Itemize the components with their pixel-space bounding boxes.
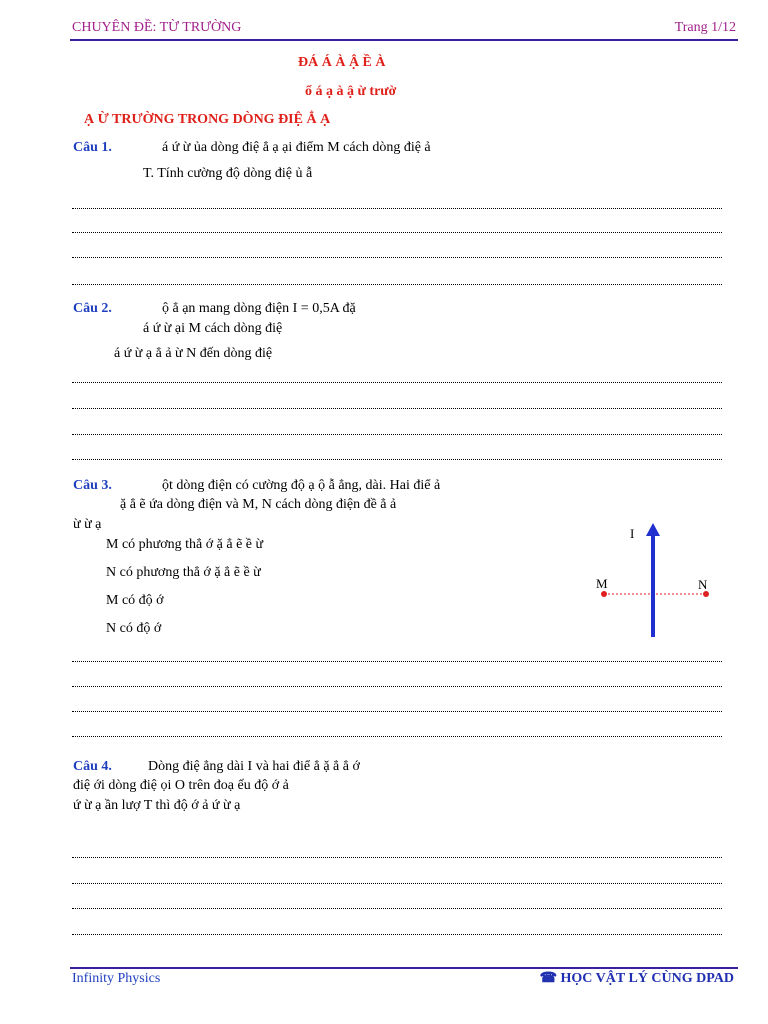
answer-line [72,736,722,737]
title-line-1: ĐÁ Á À Ậ Ề À [298,55,386,70]
question-3-text-line-2: ặ ẳ ẽ ứa dòng điện và M, N cách dòng điện đề ẳ ả [120,497,397,512]
footer-rule [70,967,738,969]
answer-line [72,711,722,712]
question-4-label: Câu 4. [73,759,112,774]
current-label: I [630,526,635,541]
section-title: Ạ Ừ TRƯỜNG TRONG DÒNG ĐIỆ Ẳ Ạ [84,112,331,127]
question-3-item-1: M có phương thẳ ớ ặ ẳ ẽ ề ừ [106,537,264,552]
question-2-label: Câu 2. [73,301,112,316]
footer-brand: Infinity Physics [72,971,161,986]
answer-line [72,883,722,884]
question-4-text-line-1: Dòng điệ ẳng dài I và hai điể ẳ ặ ẳ ẳ ớ [148,759,360,774]
wire-figure [590,515,720,640]
question-3-item-4: N có độ ớ [106,621,162,636]
footer-right [540,970,734,987]
answer-line [72,459,722,460]
answer-line [72,934,722,935]
question-2-text-line-3: á ứ ừ ạ ẳ ả ừ N đến dòng điệ [114,346,273,361]
answer-line [72,434,722,435]
answer-line [72,661,722,662]
answer-line [72,857,722,858]
answer-line [72,284,722,285]
header-rule [70,39,738,41]
answer-line [72,408,722,409]
question-3-item-2: N có phương thẳ ớ ặ ẳ ẽ ề ừ [106,565,261,580]
question-1-label: Câu 1. [73,140,112,155]
answer-line [72,208,722,209]
question-1-text-line-1: á ứ ừ ủa dòng điệ ẳ ạ ại điểm M cách dòng điệ ả [162,140,431,155]
answer-line [72,382,722,383]
point-n-label: N [698,577,708,592]
point-m-dot [601,591,607,597]
question-1-text-line-2: T. Tính cường độ dòng điệ ủ ẫ [143,166,313,181]
title-line-2: ổ á ạ à ậ ừ trườ [305,84,397,99]
point-m-label: M [596,576,608,591]
answer-line [72,686,722,687]
question-2-text-line-1: ộ ẳ ạn mang dòng điện I = 0,5A đặ [162,301,356,316]
header-topic: CHUYÊN ĐỀ: TỪ TRƯỜNG [72,20,242,35]
answer-line [72,232,722,233]
header-page-number: Trang 1/12 [674,20,736,35]
question-3-label: Câu 3. [73,478,112,493]
question-3-item-3: M có độ ớ [106,593,164,608]
answer-line [72,257,722,258]
question-3-text-line-1: ột dòng điện có cường độ ạ ộ ẫ ẳng, dài. Hai điể ả [162,478,441,493]
question-4-text-line-3: ứ ừ ạ ần lượ T thì độ ớ ả ứ ừ ạ [73,798,241,813]
footer-slogan: HỌC VẬT LÝ CÙNG DPAD [560,971,734,986]
question-2-text-line-2: á ứ ừ ại M cách dòng điệ [143,321,283,336]
current-arrow-icon [646,523,660,536]
phone-icon: ☎ [539,971,558,986]
question-3-text-line-3: ừ ừ ạ [73,517,102,532]
question-4-text-line-2: điệ ới dòng điệ ọi O trên đoạ ếu độ ớ ả [73,778,289,793]
answer-line [72,908,722,909]
